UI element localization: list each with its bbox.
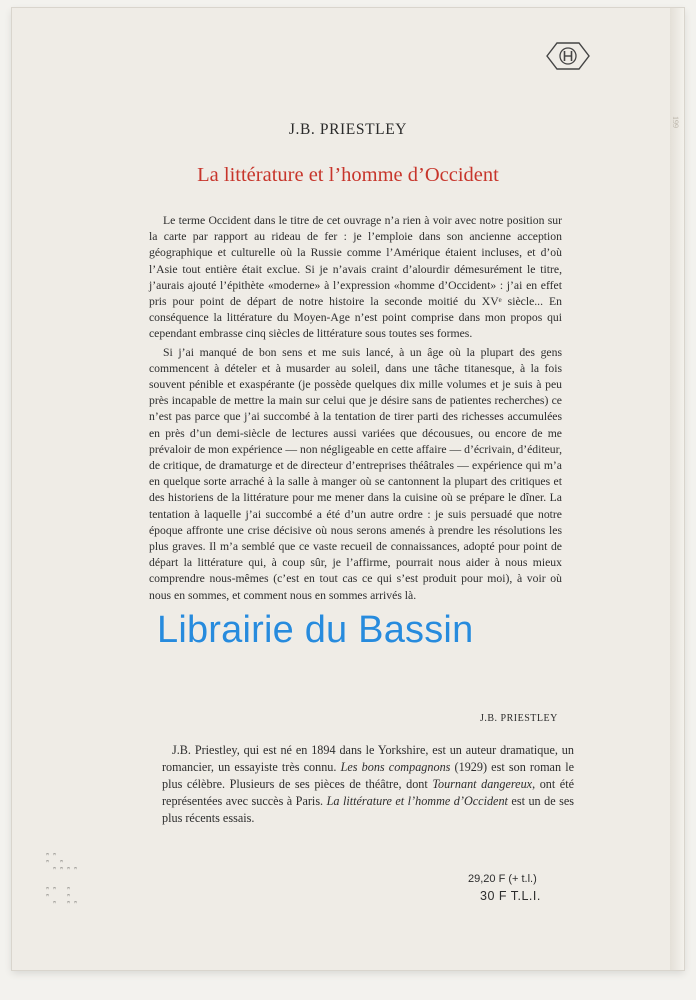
blurb-signature: J.B. PRIESTLEY (480, 713, 558, 724)
price-line-1: 29,20 F (+ t.l.) (468, 873, 537, 885)
book-title: La littérature et l’homme d’Occident (197, 164, 499, 186)
bio-text-1: J.B. Priestley, qui est né en 1894 dans le Yorkshire, est un auteur dramatique, un romancier, un essayiste très connu. (162, 743, 574, 774)
embossed-dots-icon (44, 885, 78, 909)
bio-play-title: Tournant dangereux (432, 777, 533, 791)
price-line-2: 30 F T.L.I. (480, 889, 541, 903)
blurb-paragraph-2: Si j’ai manqué de bon sens et me suis lancé, à un âge où la plupart des gens commencent à dételer et à musarder au soleil, dans une tâche titanesque, à la fois souvent pénible et exaspérante (je possède quelques dix mille volumes et je suis à peu près incapable de mettre la main sur celui que je désire sans de patientes recherches) ce n’est pas parce que j’ai succombé à la tentation de tirer parti des richesses accumulées en près d’un demi-siècle de lectures aussi variées que décousues, ou encore de me prévaloir de mon expérience — non négligeable en cette affaire — d’écrivain, d’éditeur, de critique, de dramaturge et de directeur d’entreprises théâtrales — expérience qui m’a en quelque sorte arraché à la salle à manger où se cantonnent la plupart des critiques et des historiens de la littérature pour me mener dans la cuisine où se prépare le dîner. La tentation à laquelle j’ai succombé a été d’un autre ordre : je suis persuadé que notre époque affronte une crise décisive où nous serons amenés à prendre les résolutions les plus graves. Il m’a semblé que ce vaste recueil de connaissances, adopté pour point de départ la littérature qui, à coup sûr, je l’affirme, pourrait nous aider à nous mieux comprendre nous-mêmes (c’est en tout cas ce qui s’est produit pour moi), à voir où nous en sommes, et comment nous en sommes arrivés là. (149, 345, 562, 602)
bio-text-4: est un de ses plus récents essais. (162, 794, 575, 825)
bio-text-2: (1929) est son roman le plus célèbre. Plusieurs de ses pièces de théâtre, dont (162, 760, 574, 791)
bookstore-watermark: Librairie du Bassin (157, 609, 474, 651)
bio-book-title: La littérature et l’homme d’Occident (326, 794, 508, 808)
author-heading: J.B. PRIESTLEY (288, 121, 408, 138)
author-bio (162, 742, 574, 827)
spine-mark: 199 (671, 116, 680, 128)
embossed-dots-icon (44, 851, 78, 875)
publisher-logo-icon (545, 41, 591, 71)
author-bio-paragraph (162, 742, 574, 827)
blurb-paragraph-1: Le terme Occident dans le titre de cet ouvrage n’a rien à voir avec notre position sur la carte par rapport au rideau de fer : je l’emploie dans son ancienne acception géographique et culturelle où la Russie comme l’Amérique étaient incluses, et d’où l’Asie tout entière était exclue. Si je n’avais craint d’alourdir démesurément le titre, j’aurais ajouté l’épithète «moderne» à l’expression «homme d’Occident» : j’ai en effet pris pour point de départ de notre histoire la seconde moitié du XVᵉ siècle... En conséquence la littérature du Moyen-Age n’est point comprise dans mon propos qui cependant embrasse cinq siècles de littérature sous toutes ses formes. (149, 214, 562, 341)
bio-novel-title: Les bons compagnons (340, 760, 451, 774)
spine-edge (670, 8, 684, 970)
bio-text-3: , ont été représentées avec succès à Paris. (162, 777, 575, 808)
blurb-text (149, 213, 562, 604)
